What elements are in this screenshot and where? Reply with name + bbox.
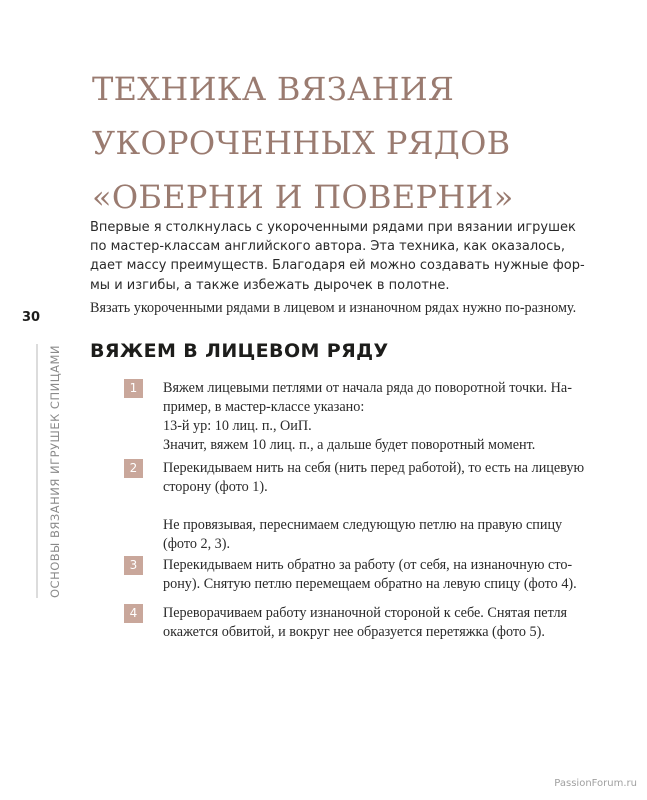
intro-line: дает массу преимуществ. Благодаря ей можно создавать нужные фор- bbox=[90, 258, 585, 274]
step-line: Перекидываем нить на себя (нить перед работой), то есть на лицевую bbox=[163, 460, 585, 476]
step-text bbox=[163, 604, 603, 642]
step-line: Вяжем лицевыми петлями от начала ряда до поворотной точки. На- bbox=[163, 380, 572, 396]
side-rule bbox=[36, 344, 38, 598]
step-number-badge: 1 bbox=[124, 379, 143, 398]
page-title bbox=[92, 62, 514, 224]
step-number-badge: 3 bbox=[124, 556, 143, 575]
section-running-title: ОСНОВЫ ВЯЗАНИЯ ИГРУШЕК СПИЦАМИ bbox=[48, 344, 62, 598]
title-line: УКОРОЧЕННЫХ РЯДОВ bbox=[92, 124, 511, 162]
step-text bbox=[163, 459, 603, 554]
lead-paragraph: Вязать укороченными рядами в лицевом и изнаночном рядах нужно по-разному. bbox=[90, 300, 577, 316]
step-text bbox=[163, 379, 603, 455]
intro-line: мы и изгибы, а также избежать дырочек в полотне. bbox=[90, 277, 450, 293]
step-line: Значит, вяжем 10 лиц. п., а дальше будет поворотный момент. bbox=[163, 437, 536, 453]
step-line: рону). Снятую петлю перемещаем обратно на левую спицу (фото 4). bbox=[163, 576, 577, 592]
step-line: сторону (фото 1). bbox=[163, 479, 268, 495]
paragraph-gap bbox=[163, 497, 603, 516]
intro-line: по мастер-классам английского автора. Эта техника, как оказалось, bbox=[90, 239, 566, 255]
step-number-badge: 2 bbox=[124, 459, 143, 478]
intro-paragraph bbox=[90, 218, 600, 295]
title-line: ТЕХНИКА ВЯЗАНИЯ bbox=[92, 70, 455, 108]
step-line: Переворачиваем работу изнаночной стороной к себе. Снятая петля bbox=[163, 605, 568, 621]
step-line: Не провязывая, переснимаем следующую петлю на правую спицу bbox=[163, 517, 563, 533]
step-line: Перекидываем нить обратно за работу (от себя, на изнаночную сто- bbox=[163, 557, 573, 573]
step-line: 13-й ур: 10 лиц. п., ОиП. bbox=[163, 418, 312, 434]
step-line: (фото 2, 3). bbox=[163, 536, 231, 552]
step-number-badge: 4 bbox=[124, 604, 143, 623]
step-line: окажется обвитой, и вокруг нее образуется перетяжка (фото 5). bbox=[163, 624, 545, 640]
section-heading: ВЯЖЕМ В ЛИЦЕВОМ РЯДУ bbox=[90, 340, 389, 362]
step-line: пример, в мастер-классе указано: bbox=[163, 399, 365, 415]
page-number: 30 bbox=[22, 310, 41, 325]
intro-line: Впервые я столкнулась с укороченными рядами при вязании игрушек bbox=[90, 220, 576, 235]
step-text bbox=[163, 556, 603, 594]
watermark: PassionForum.ru bbox=[554, 778, 637, 789]
title-line: «ОБЕРНИ И ПОВЕРНИ» bbox=[92, 178, 514, 216]
